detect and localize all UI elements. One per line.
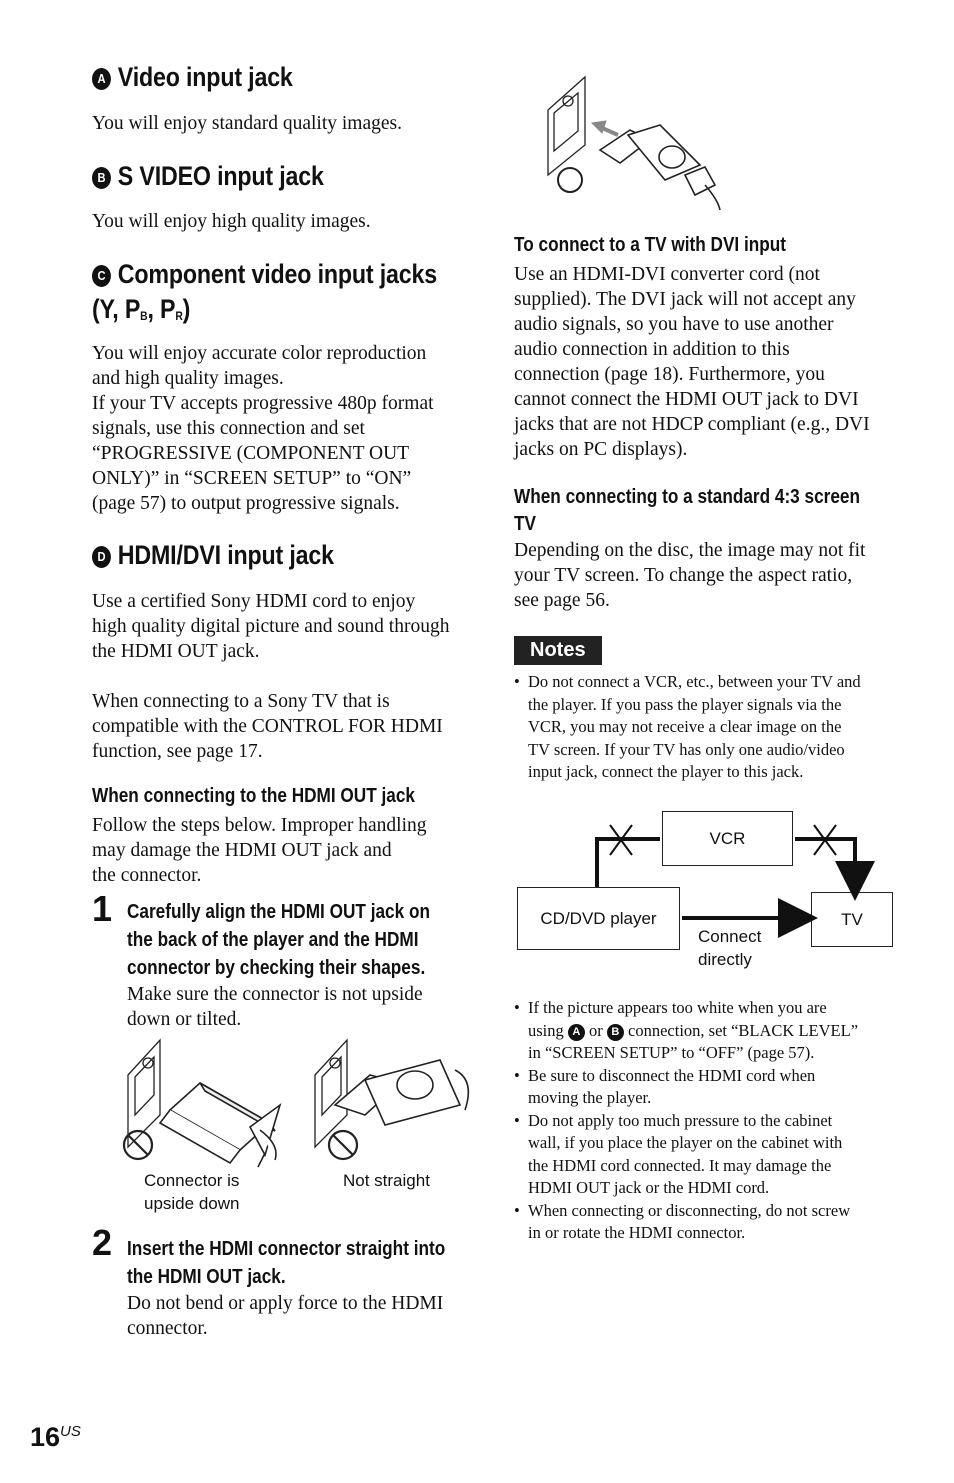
step-1-title: Carefully align the HDMI OUT jack on the back of the player and the HDMI connector by checking their shapes. [127,901,430,979]
notes-list-2 [514,997,904,1245]
hdmi-connector-tilted-icon [335,1060,468,1125]
hdmi-out-heading: When connecting to the HDMI OUT jack [92,785,415,807]
note-item: • When connecting or disconnecting, do not screw in or rotate the HDMI connector. [514,1200,904,1245]
section-d-heading: D HDMI/DVI input jack [92,540,334,571]
tv-box: TV [811,892,893,947]
note-item: • Do not apply too much pressure to the cabinet wall, if you place the player on the cabinet with the HDMI cord connected. It may damage the HDMI OUT jack or the HDMI cord. [514,1110,904,1200]
prohibited-icon [329,1131,357,1159]
notes-list [514,671,904,784]
badge-d-icon: D [92,546,111,568]
caption-upside-down: Connector is upside down [144,1171,240,1213]
dvi-heading: To connect to a TV with DVI input [514,234,787,256]
vcr-box: VCR [662,811,793,866]
hdmi-connector-upside-down-icon [160,1083,280,1167]
step-2-number: 2 [92,1222,113,1263]
section-d-text2: When connecting to a Sony TV that is compatible with the CONTROL FOR HDMI function, see page 17. [92,691,443,762]
section-a-text: You will enjoy standard quality images. [92,113,402,134]
step-1-text: Make sure the connector is not upside down or tilted. [127,984,423,1030]
page-number: $16^{US}$ [30,1422,81,1452]
notes-badge: Notes [514,636,602,665]
badge-a-icon: A [92,68,111,90]
step-2-title: Insert the HDMI connector straight into the HDMI OUT jack. [127,1238,446,1288]
section-d-text1: Use a certified Sony HDMI cord to enjoy high quality digital picture and sound through the HDMI OUT jack. [92,591,450,662]
standard-screen-heading: When connecting to a standard 4:3 screen TV [514,486,860,535]
badge-b-icon: B [607,1024,624,1041]
hdmi-out-text: Follow the steps below. Improper handling may damage the HDMI OUT jack and the connector. [92,815,427,886]
section-b-text: You will enjoy high quality images. [92,211,371,232]
note-item: • Do not connect a VCR, etc., between your TV and the player. If you pass the player signals via the VCR, you may not receive a clear image on the TV screen. If your TV has only one audio/video input jack, connect the player to this jack. [514,671,904,784]
section-b-heading: B S VIDEO input jack [92,161,324,192]
section-c-heading: C Component video input jacks [92,259,437,290]
hdmi-jack-icon [548,77,585,175]
caption-not-straight: Not straight [343,1171,430,1190]
note-item: • Be sure to disconnect the HDMI cord when moving the player. [514,1065,904,1110]
player-box: CD/DVD player [517,887,680,950]
step-1-number: 1 [92,888,113,929]
section-c-heading-line2: (Y, $P_B$, $P_R$) [92,294,191,324]
badge-b-icon: B [92,167,111,189]
hdmi-connector-figure [110,1035,480,1170]
badge-c-icon: C [92,265,111,287]
note-item: • If the picture appears too white when you are using A or B connection, set “BLACK LEVEL” in “SCREEN SETUP” to “OFF” (page 57). [514,997,904,1065]
connect-directly-label: Connect directly [698,927,762,969]
hdmi-insert-figure [540,75,740,215]
badge-a-icon: A [568,1024,585,1041]
section-a-heading: A Video input jack [92,62,293,93]
section-c-text: You will enjoy accurate color reproduction and high quality images. If your TV accepts progressive 480p format signals, use this connection and set “PROGRESSIVE (COMPONENT OUT ONLY)” in “SCREEN SETUP” to “ON” (page 57) to output progressive signals. [92,343,434,514]
standard-screen-text: Depending on the disc, the image may not fit your TV screen. To change the aspect ratio, see page 56. [514,540,866,611]
ok-circle-icon [558,168,582,192]
dvi-text: Use an HDMI-DVI converter cord (not supplied). The DVI jack will not accept any audio signals, so you have to use another audio connection in addition to this connection (page 18). Furthermore, you cannot connect the HDMI OUT jack to DVI jacks that are not HDCP compliant (e.g., DVI jacks on PC displays). [514,264,870,460]
hdmi-connector-icon [600,125,720,210]
step-2-text: Do not bend or apply force to the HDMI connector. [127,1293,444,1339]
arrow-icon [592,121,618,135]
